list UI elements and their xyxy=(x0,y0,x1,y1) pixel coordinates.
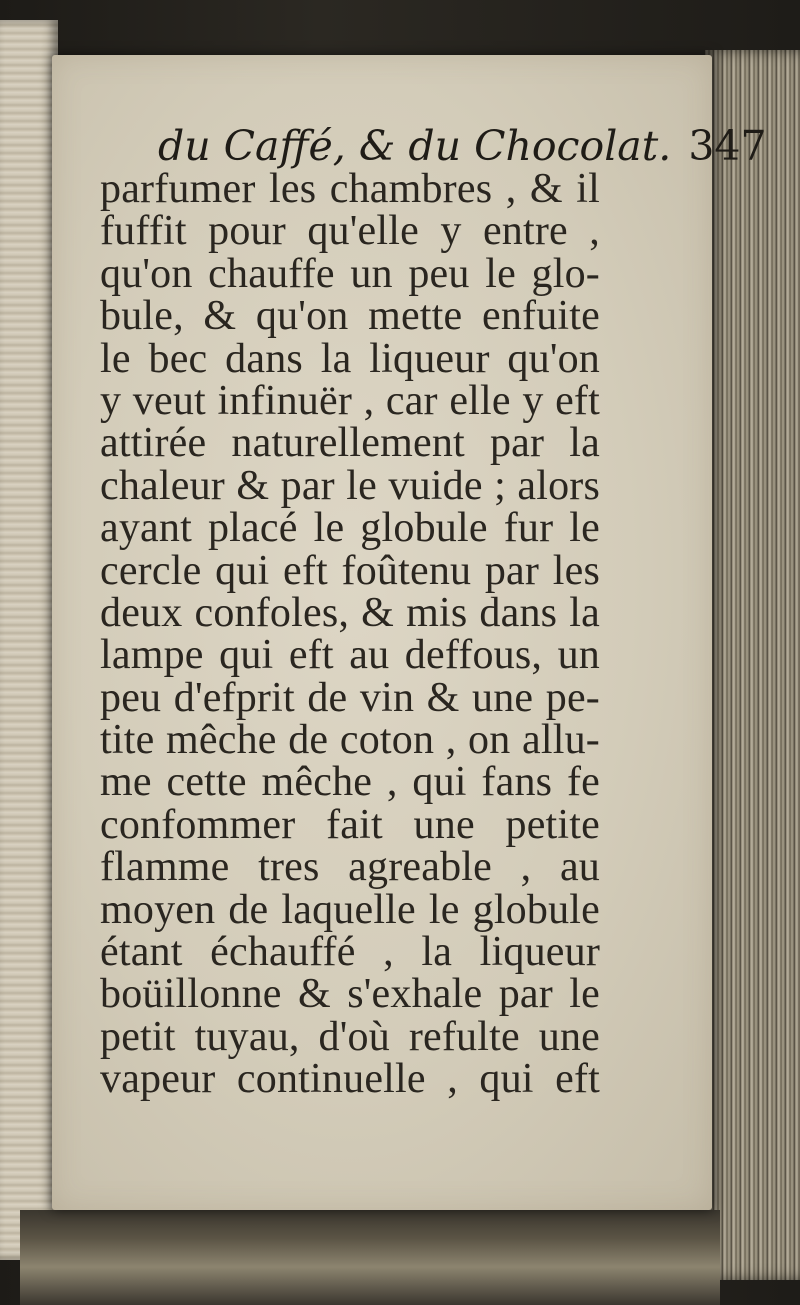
text-line: boüillonne & s'exhale par le xyxy=(100,971,600,1018)
text-line: y veut infinuër , car elle y eft xyxy=(100,377,600,424)
text-line: étant échauffé , la liqueur xyxy=(100,929,600,976)
running-head-title: du Caffé, & du Chocolat. xyxy=(158,122,672,170)
text-line: deux confoles, & mis dans la xyxy=(100,589,600,636)
right-page-edges xyxy=(705,50,800,1280)
text-line: fuffit pour qu'elle y entre , xyxy=(100,208,600,255)
text-line: flamme tres agreable , au xyxy=(100,844,600,891)
text-line: petit tuyau, d'où refulte une xyxy=(100,1013,600,1060)
text-line: peu d'efprit de vin & une pe- xyxy=(100,674,600,721)
page-number: 347 xyxy=(688,122,767,170)
left-page-edges xyxy=(0,20,58,1260)
text-line: qu'on chauffe un peu le glo- xyxy=(100,250,600,297)
text-line: chaleur & par le vuide ; alors xyxy=(100,462,600,509)
text-line: parfumer les chambres , & il xyxy=(100,166,600,212)
text-line: attirée naturellement par la xyxy=(100,420,600,467)
text-line: bule, & qu'on mette enfuite xyxy=(100,293,600,340)
text-block xyxy=(100,168,600,1101)
text-line: lampe qui eft au deffous, un xyxy=(100,632,600,679)
text-line: moyen de laquelle le globule xyxy=(100,886,600,933)
text-line: vapeur continuelle , qui eft xyxy=(100,1056,600,1103)
running-head xyxy=(158,122,767,170)
text-line: ayant placé le globule fur le xyxy=(100,505,600,552)
text-line: le bec dans la liqueur qu'on xyxy=(100,335,600,382)
text-line: confommer fait une petite xyxy=(100,801,600,848)
text-line: cercle qui eft foûtenu par les xyxy=(100,547,600,594)
text-line: me cette mêche , qui fans fe xyxy=(100,759,600,806)
text-line: tite mêche de coton , on allu- xyxy=(100,717,600,764)
bottom-page-edges xyxy=(20,1210,720,1305)
